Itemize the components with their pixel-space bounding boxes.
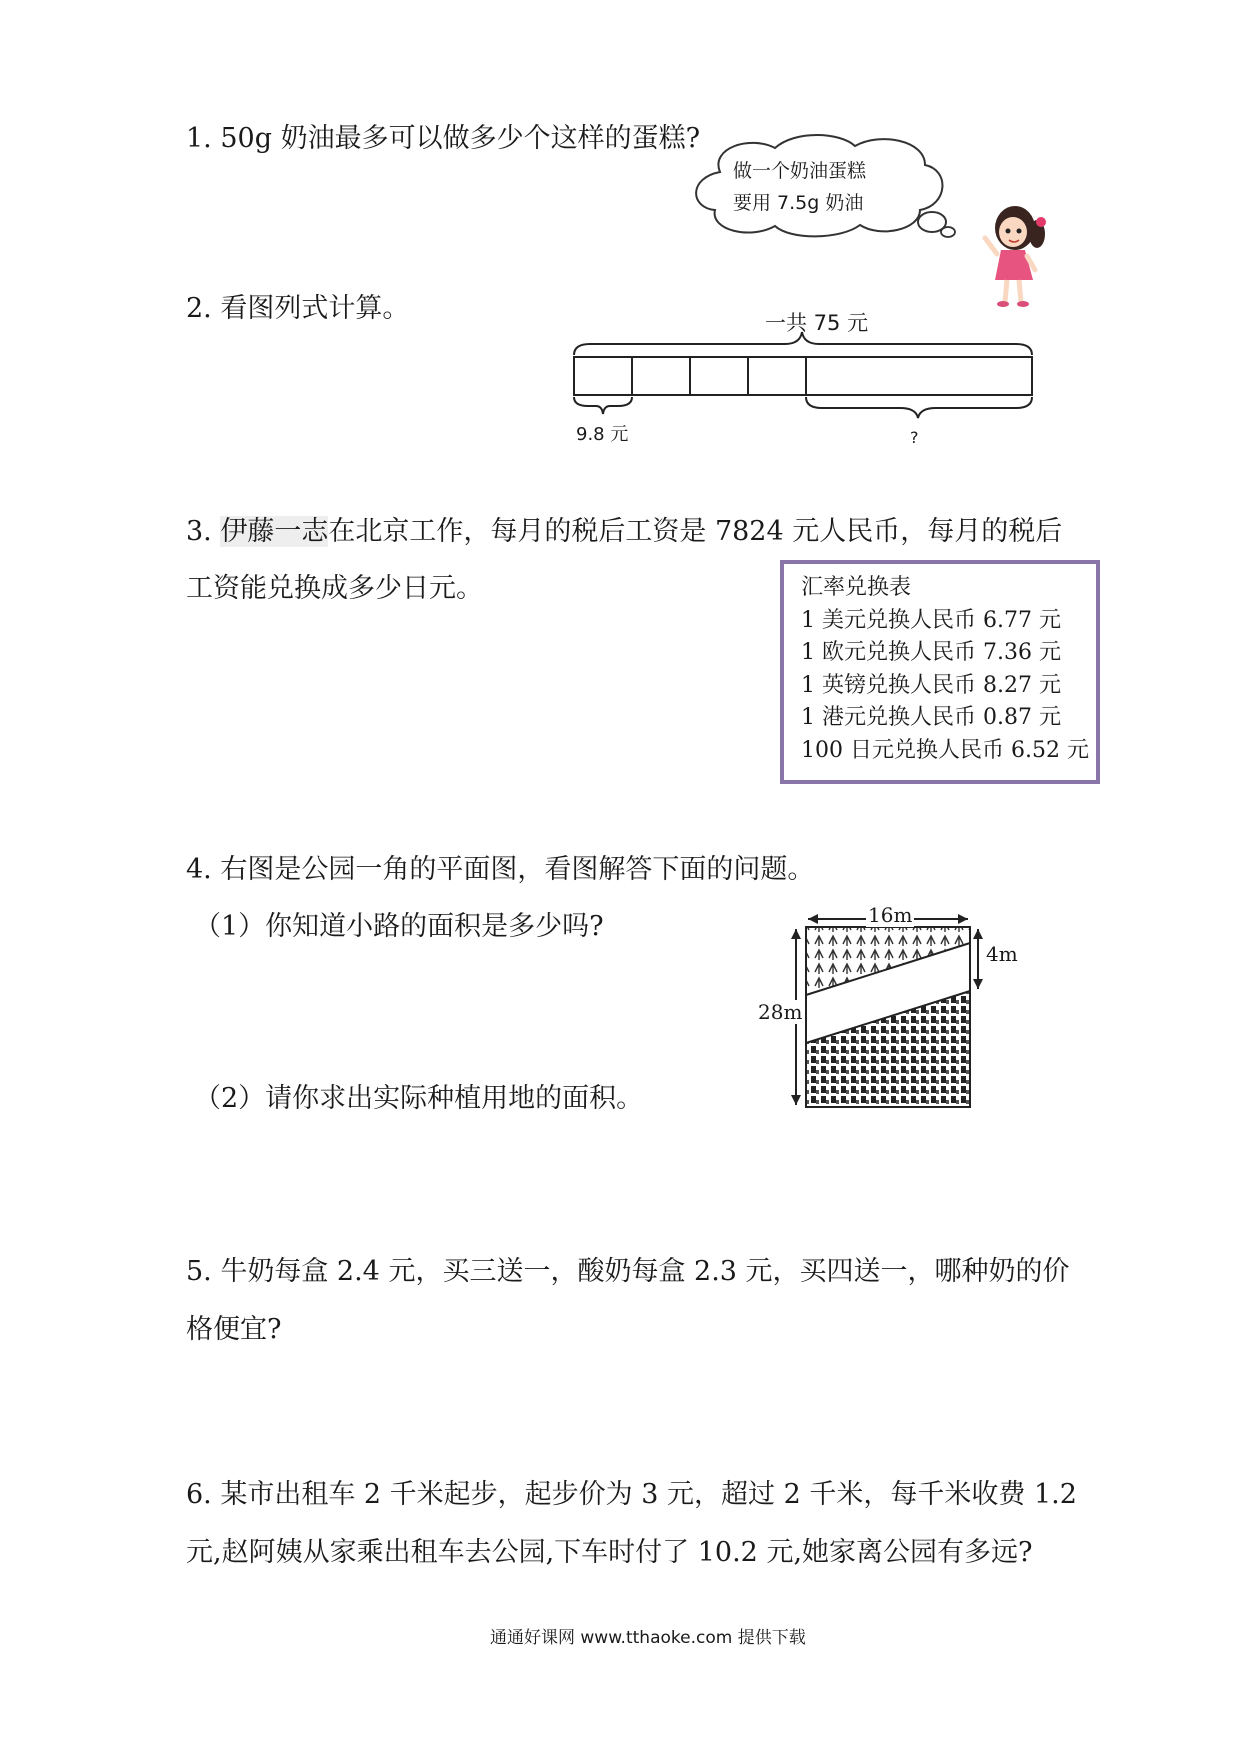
rate-hkd: 1 港元兑换人民币 0.87 元: [801, 705, 1061, 730]
question-4-sub-2: （2）请你求出实际种植用地的面积。: [194, 1083, 644, 1114]
width-label: 16m: [868, 903, 913, 927]
bubble-line-1: 做一个奶油蛋糕: [733, 160, 867, 182]
question-3-line-2: 工资能兑换成多少日元。: [186, 573, 483, 604]
q3-person-name: 伊藤一志: [220, 516, 329, 547]
park-plan-diagram: [770, 905, 1030, 1115]
question-5-line-1: 5. 牛奶每盒 2.4 元，买三送一，酸奶每盒 2.3 元，买四送一，哪种奶的价: [186, 1256, 1070, 1287]
rate-jpy: 100 日元兑换人民币 6.52 元: [801, 737, 1089, 763]
height-label: 28m: [758, 1000, 803, 1024]
part-label: 9.8 元: [576, 424, 629, 445]
rate-usd: 1 美元兑换人民币 6.77 元: [801, 607, 1061, 633]
rate-table-title: 汇率兑换表: [801, 575, 912, 600]
girl-illustration: [975, 198, 1055, 310]
question-6-line-2: 元,赵阿姨从家乘出租车去公园,下车时付了 10.2 元,她家离公园有多远?: [186, 1537, 1033, 1568]
question-5-line-2: 格便宜?: [186, 1314, 282, 1345]
unknown-label: ?: [910, 428, 919, 447]
rate-gbp: 1 英镑兑换人民币 8.27 元: [801, 672, 1061, 698]
question-4-sub-1: （1）你知道小路的面积是多少吗?: [194, 911, 604, 942]
question-1-text: 1. 50g 奶油最多可以做多少个这样的蛋糕?: [186, 123, 701, 154]
road-width-label: 4m: [986, 942, 1018, 966]
rate-eur: 1 欧元兑换人民币 7.36 元: [801, 640, 1061, 665]
question-6-line-1: 6. 某市出租车 2 千米起步，起步价为 3 元，超过 2 千米，每千米收费 1.2: [186, 1479, 1077, 1510]
question-4-text: 4. 右图是公园一角的平面图，看图解答下面的问题。: [186, 854, 815, 885]
bubble-line-2: 要用 7.5g 奶油: [733, 192, 864, 214]
total-label: 一共 75 元: [765, 311, 869, 335]
q3-prefix: 3.: [186, 516, 212, 547]
q3-line1-rest: 在北京工作，每月的税后工资是 7824 元人民币，每月的税后: [328, 516, 1063, 547]
exchange-rate-table: [780, 560, 1100, 784]
question-3-line-1: [186, 515, 1062, 549]
question-2-text: 2. 看图列式计算。: [186, 293, 410, 324]
footer-text: 通通好课网 www.tthaoke.com 提供下载: [490, 1628, 806, 1648]
